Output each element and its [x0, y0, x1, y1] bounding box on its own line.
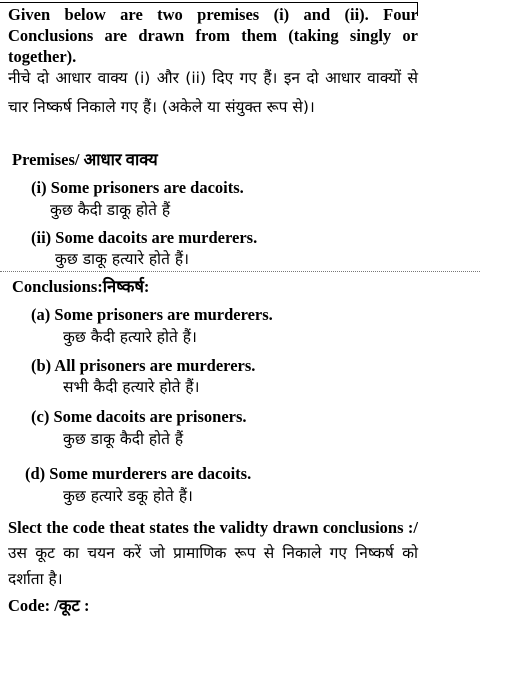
- premises-heading: Premises/ आधार वाक्य: [12, 150, 158, 169]
- intro-hindi: नीचे दो आधार वाक्य (i) और (ii) दिए गए हैं। इन दो आधार वाक्यों से चार निष्कर्ष निकाले गए हैं। (अकेले या संयुक्त रूप से)।: [8, 69, 418, 116]
- conclusion-d-hindi: कुछ हत्यारे डकू होते हैं।: [63, 487, 193, 505]
- premise-1-hindi: कुछ कैदी डाकू होते हैं: [50, 201, 171, 219]
- intro-english: Given below are two premises (i) and (ii). Four Conclusions are drawn from them (taking singly or together).: [8, 5, 418, 66]
- premise-2-hindi: कुछ डाकू हत्यारे होते हैं।: [55, 250, 189, 268]
- instruction-hindi: उस कूट का चयन करें जो प्रामाणिक रूप से निकाले गए निष्कर्ष को दर्शाता है।: [8, 544, 418, 588]
- conclusion-c-hindi: कुछ डाकू कैदी होते हैं: [63, 430, 184, 448]
- conclusion-b-english: (b) All prisoners are murderers.: [31, 356, 256, 375]
- conclusion-b-hindi: सभी कैदी हत्यारे होते हैं।: [63, 378, 200, 396]
- top-border: [0, 2, 418, 3]
- conclusions-heading: Conclusions:निष्कर्ष:: [12, 277, 150, 296]
- section-divider: [0, 271, 480, 272]
- conclusion-a-hindi: कुछ कैदी हत्यारे होते हैं।: [63, 328, 197, 346]
- instruction-english: Slect the code theat states the validty drawn conclusions :/: [8, 518, 418, 537]
- premise-2-english: (ii) Some dacoits are murderers.: [31, 228, 258, 247]
- conclusion-a-english: (a) Some prisoners are murderers.: [31, 305, 273, 324]
- conclusion-c-english: (c) Some dacoits are prisoners.: [31, 407, 247, 426]
- premise-1-english: (i) Some prisoners are dacoits.: [31, 178, 244, 197]
- conclusion-d-english: (d) Some murderers are dacoits.: [25, 464, 252, 483]
- code-label: Code: /कूट :: [8, 596, 90, 615]
- instruction-text: [8, 515, 418, 592]
